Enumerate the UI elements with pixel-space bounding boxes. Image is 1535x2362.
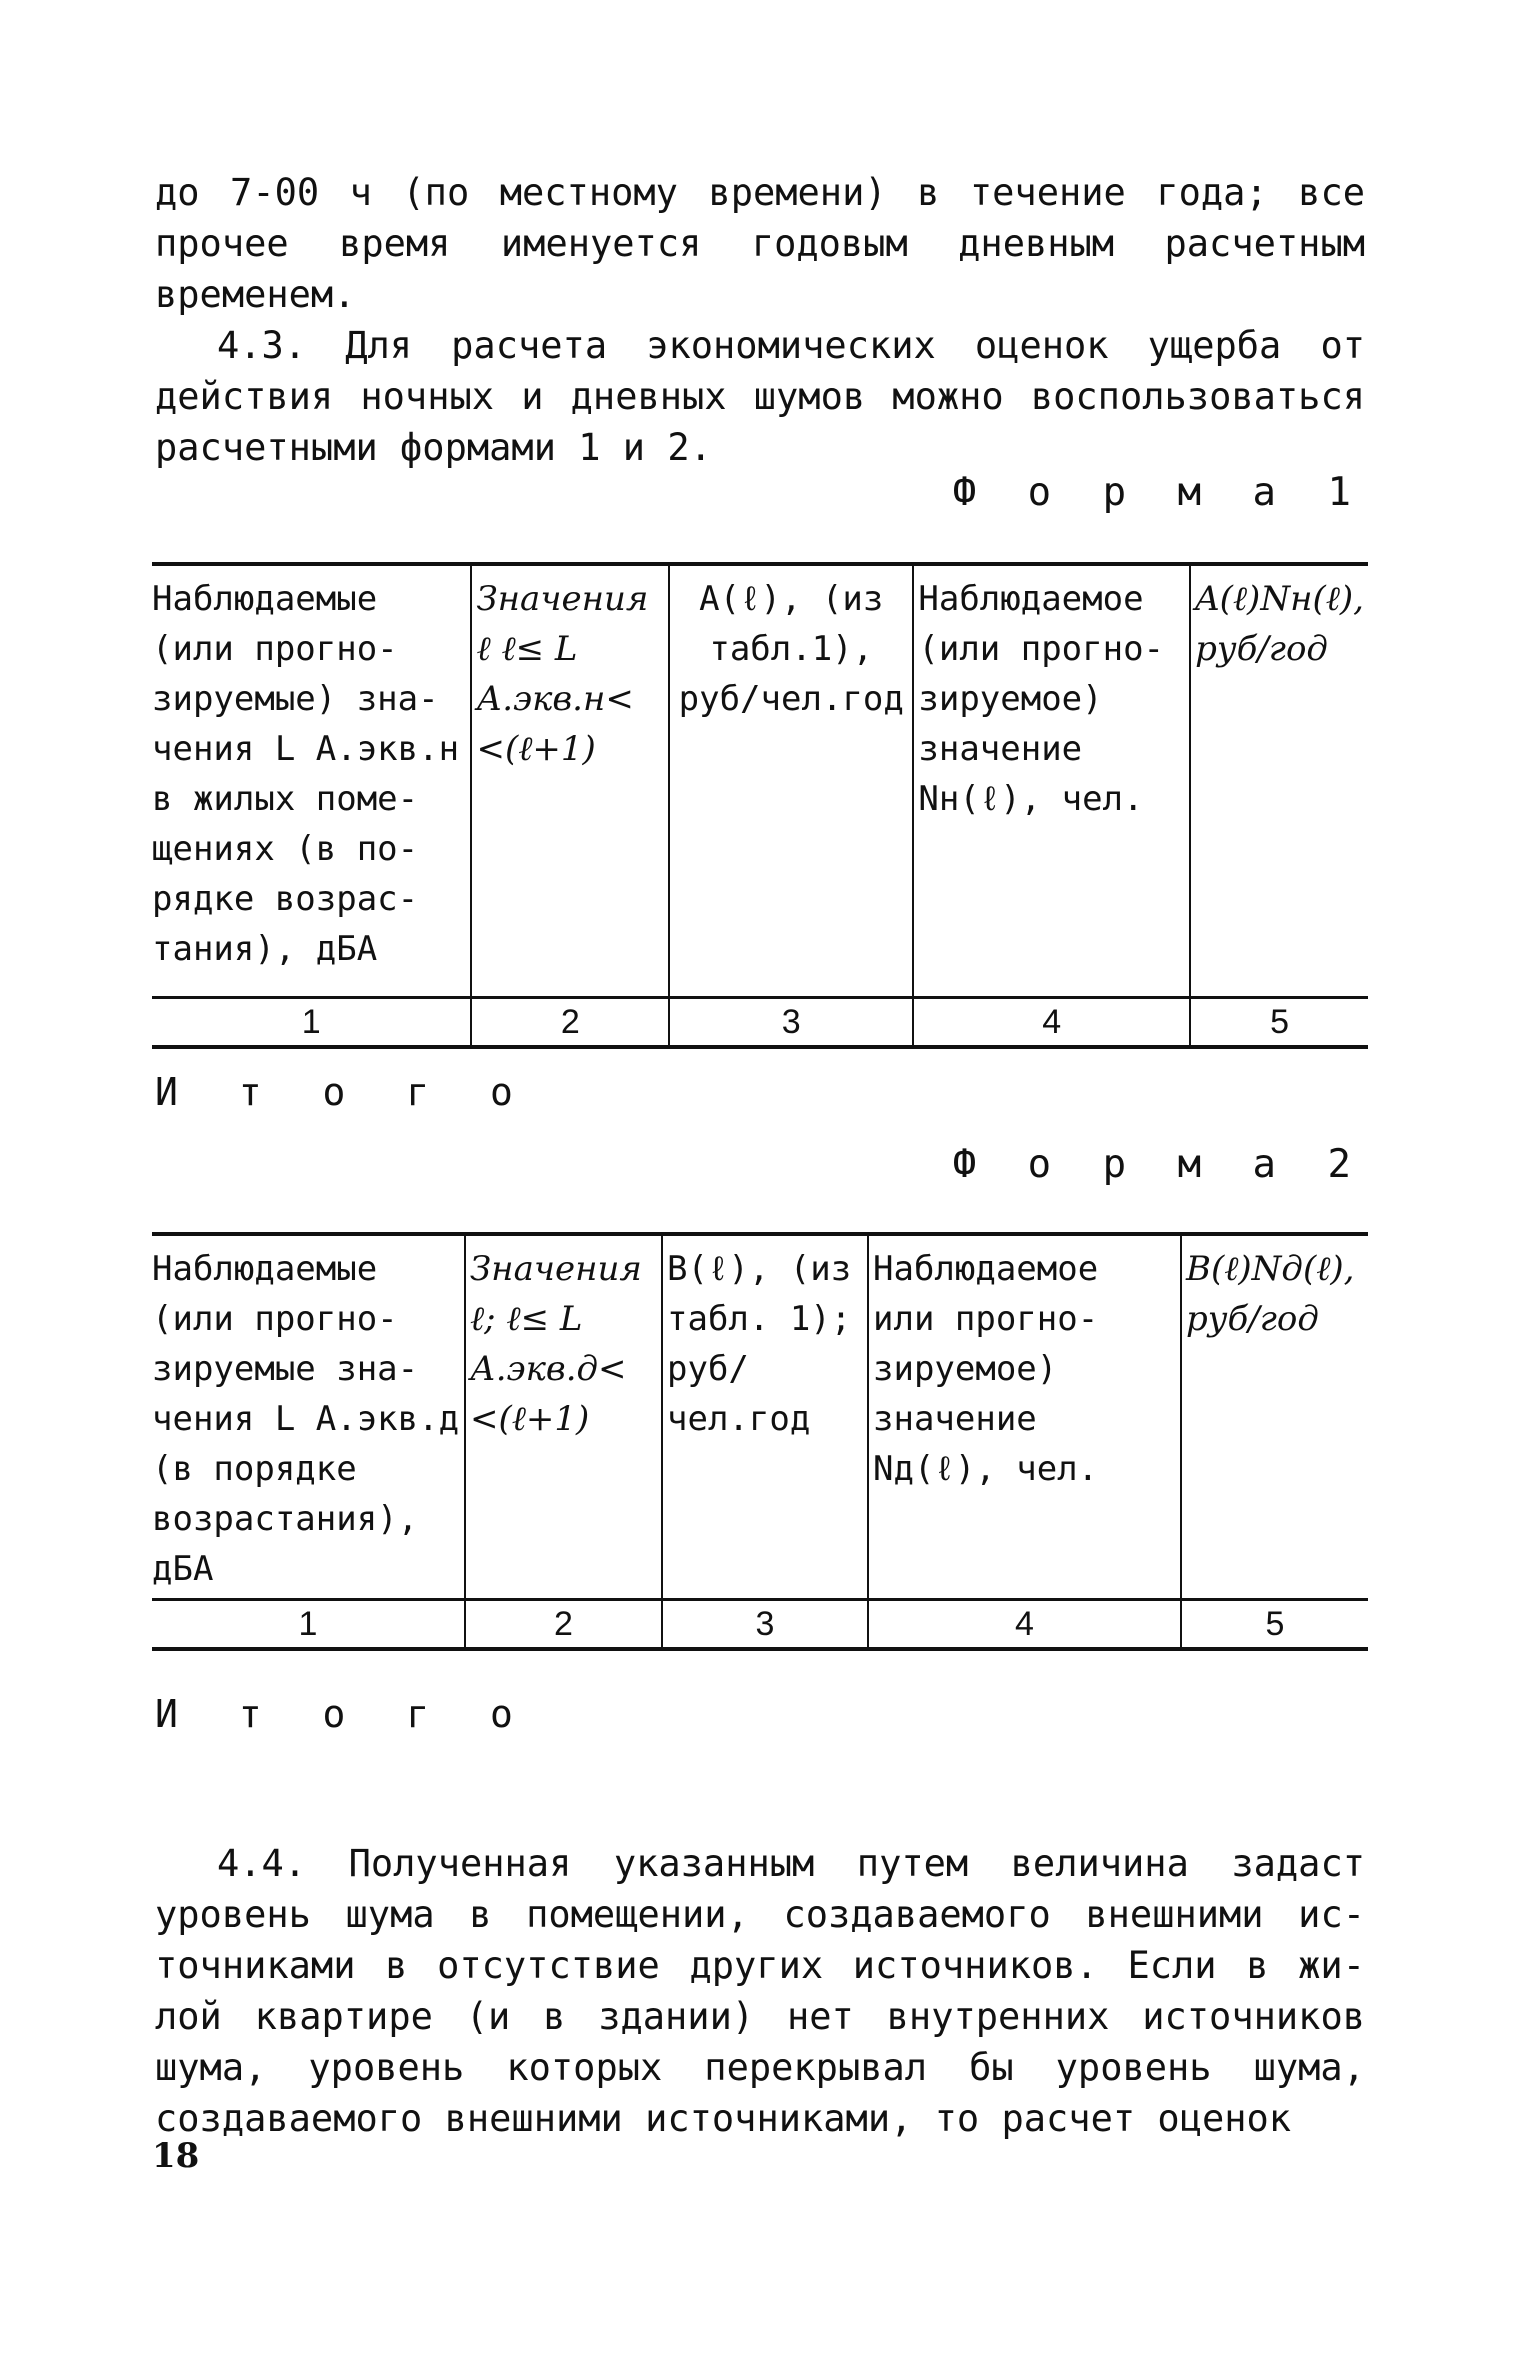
form-2-col-number: 3 <box>662 1600 868 1650</box>
form-1-table <box>152 562 1368 1049</box>
form-1-col-number: 4 <box>913 998 1190 1048</box>
form-2-col-number: 2 <box>465 1600 662 1650</box>
form-1-header-a-coefficient: A(ℓ), (из табл.1), руб/чел.год <box>669 564 913 998</box>
form-2-col-number: 4 <box>868 1600 1181 1650</box>
form-2-col-number: 1 <box>152 1600 465 1650</box>
form-2-col-number: 5 <box>1181 1600 1368 1650</box>
form-2-number-row <box>152 1600 1368 1650</box>
form-2-header-observed-count: Наблюдаемое или прогно-зируемое) значение Nд(ℓ), чел. <box>868 1234 1181 1600</box>
form-2-total-label: И т о г о <box>155 1692 532 1736</box>
form-1-total-label: И т о г о <box>155 1070 532 1114</box>
form-1-header-row <box>152 564 1368 998</box>
form-2-header-product: B(ℓ)Nд(ℓ), руб/год <box>1181 1234 1368 1600</box>
form-2-header-b-coefficient: B(ℓ), (из табл. 1); руб/ чел.год <box>662 1234 868 1600</box>
form-2-table <box>152 1232 1368 1651</box>
form-2-header-row <box>152 1234 1368 1600</box>
form-1-col-number: 3 <box>669 998 913 1048</box>
form-1-header-product: A(ℓ)Nн(ℓ), руб/год <box>1190 564 1368 998</box>
form-1-number-row <box>152 998 1368 1048</box>
paragraph-4-3: 4.3. Для расчета экономических оценок ущерба от действия ночных и дневных шумов можно воспользоваться расчетными формами 1 и 2. <box>155 324 1365 469</box>
form-2-header-observed-levels: Наблюдаемые (или прогно-зируемые зна-чения L А.экв.д (в порядке возрастания), дБА <box>152 1234 465 1600</box>
page-number: 18 <box>152 2136 200 2176</box>
paragraph-4-4: 4.4. Полученная указанным путем величина задаст уровень шума в помещении, создаваемого внешними ис-точниками в отсутствие других источников. Если в жи-лой квартире (и в здании) нет внутренних источников шума, уровень которых перекрывал бы уровень шума, создаваемого внешними источниками, то расчет оценок <box>155 1842 1365 2140</box>
form-1-header-observed-levels: Наблюдаемые (или прогно-зируемые) зна-чения L А.экв.н в жилых поме-щениях (в по-рядке возрас-тания), дБА <box>152 564 471 998</box>
intro-paragraph: до 7-00 ч (по местному времени) в течение года; все прочее время именуется годовым дневным расчетным временем. <box>155 171 1365 316</box>
form-2-label: Ф о р м а 2 <box>952 1142 1365 1187</box>
form-1-col-number: 1 <box>152 998 471 1048</box>
form-1-header-observed-count: Наблюдаемое (или прогно-зируемое) значение Nн(ℓ), чел. <box>913 564 1190 998</box>
form-1-header-values-l: Значения ℓ ℓ≤ L А.экв.н< <(ℓ+1) <box>471 564 669 998</box>
form-2-header-values-l: Значения ℓ; ℓ≤ L А.экв.д< <(ℓ+1) <box>465 1234 662 1600</box>
form-1-col-number: 2 <box>471 998 669 1048</box>
form-1-label: Ф о р м а 1 <box>952 470 1365 515</box>
form-1-col-number: 5 <box>1190 998 1368 1048</box>
